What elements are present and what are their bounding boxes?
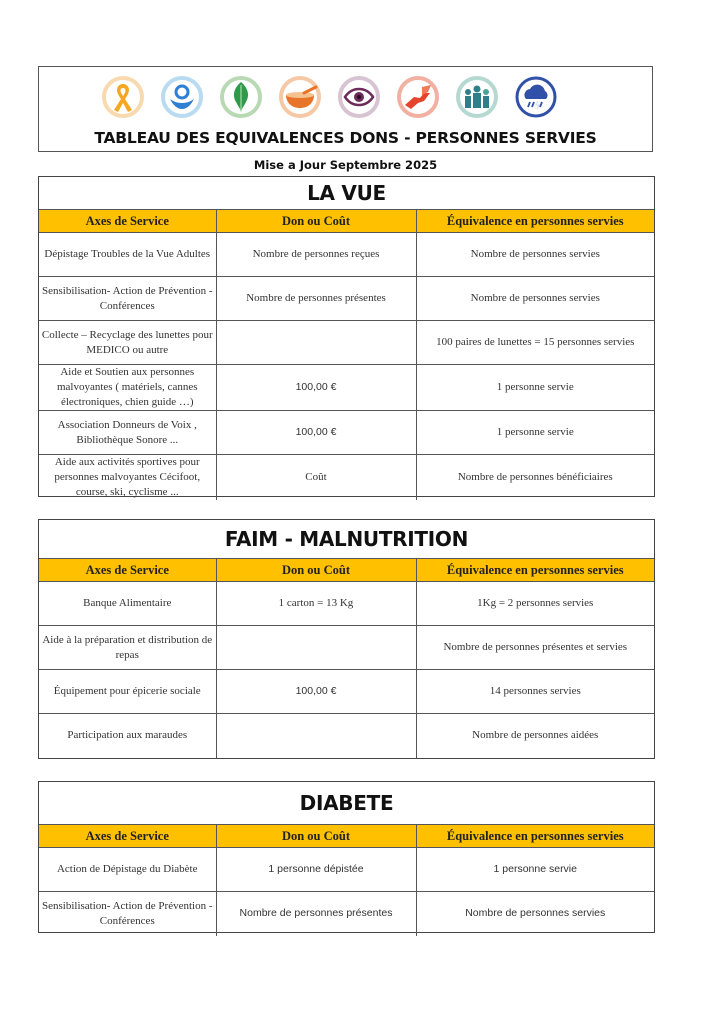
page-title: TABLEAU DES EQUIVALENCES DONS - PERSONNES SERVIES [94,129,597,147]
cell-don [216,714,416,758]
section-title: DIABETE [39,782,654,825]
cell-equiv: Nombre de personnes aidées [472,729,599,742]
cell-axes: Dépistage Troubles de la Vue Adultes [39,233,216,277]
cell-axes: Sensibilisation- Action de Prévention - Conférences [39,892,216,936]
cell-don: 100,00 € [216,411,416,455]
section-diabete [38,781,655,933]
cell-equiv: Nombre de personnes servies [465,907,606,920]
cell-equiv: Nombre de personnes servies [416,277,654,321]
cell-equiv: 1 personne servie [416,848,654,892]
cell-axes: Collecte – Recyclage des lunettes pour MEDICO ou autre [39,321,216,365]
cell-axes: Aide et Soutien aux personnes malvoyantes ( matériels, cannes électroniques, chien guide …) [39,365,216,411]
table-row [39,892,654,936]
cell-axes: Association Donneurs de Voix , Bibliothèque Sonore ... [39,411,216,455]
equivalence-table [39,210,654,500]
cell-equiv: 1 personne servie [416,411,654,455]
table-header-row [39,825,654,848]
col-header-axes: Axes de Service [39,210,216,233]
col-header-equiv: Équivalence en personnes servies [416,210,654,233]
col-header-don: Don ou Coût [216,825,416,848]
section-title: LA VUE [39,177,654,210]
cell-don: Nombre de personnes présentes [216,277,416,321]
eye-icon [337,75,381,119]
cell-don: 100,00 € [216,365,416,411]
section-faim-malnutrition [38,519,655,759]
table-row [39,411,654,455]
update-date: Mise a Jour Septembre 2025 [253,158,438,172]
cell-equiv: 100 paires de lunettes = 15 personnes servies [416,321,654,365]
cell-don: Nombre de personnes reçues [216,233,416,277]
document-header [38,66,653,152]
cell-don: Coût [216,455,416,501]
equivalence-table [39,559,654,758]
table-row [39,714,654,758]
col-header-axes: Axes de Service [39,825,216,848]
table-row [39,277,654,321]
col-header-equiv: Équivalence en personnes servies [416,559,654,582]
cell-don [216,321,416,365]
cell-axes: Participation aux maraudes [39,714,216,758]
col-header-equiv: Équivalence en personnes servies [416,825,654,848]
leaf-icon [219,75,263,119]
cell-equiv: Nombre de personnes bénéficiaires [457,471,613,483]
col-header-axes: Axes de Service [39,559,216,582]
cell-equiv: 1 personne servie [416,365,654,411]
table-row [39,321,654,365]
cell-equiv: 1Kg = 2 personnes servies [416,582,654,626]
cause-icons-row [101,75,558,119]
cell-axes: Aide à la préparation et distribution de repas [39,626,216,670]
table-row [39,233,654,277]
cell-equiv: 14 personnes servies [416,670,654,714]
col-header-don: Don ou Coût [216,559,416,582]
cell-equiv: Nombre de personnes présentes et servies [416,626,654,670]
table-row [39,670,654,714]
hands-person-icon [160,75,204,119]
cell-axes: Banque Alimentaire [39,582,216,626]
helping-hand-icon [396,75,440,119]
cell-axes: Aide aux activités sportives pour personnes malvoyantes Cécifoot, course, ski, cyclisme ... [39,455,216,501]
storm-cloud-icon [514,75,558,119]
cell-don [216,626,416,670]
cell-equiv: Nombre de personnes servies [416,233,654,277]
section-title: FAIM - MALNUTRITION [39,520,654,559]
cell-axes: Sensibilisation- Action de Prévention - Conférences [39,277,216,321]
cell-don: 100,00 € [216,670,416,714]
table-row [39,848,654,892]
cell-don: Nombre de personnes présentes [216,892,416,936]
bowl-icon [278,75,322,119]
ribbon-icon [101,75,145,119]
cell-axes: Équipement pour épicerie sociale [39,670,216,714]
table-header-row [39,210,654,233]
table-row [39,455,654,501]
cell-don: 1 carton = 13 Kg [216,582,416,626]
table-row [39,582,654,626]
cell-axes: Action de Dépistage du Diabète [39,848,216,892]
section-la-vue [38,176,655,497]
table-row [39,365,654,411]
children-icon [455,75,499,119]
cell-don: 1 personne dépistée [216,848,416,892]
table-row [39,626,654,670]
equivalence-table [39,825,654,936]
col-header-don: Don ou Coût [216,210,416,233]
table-header-row [39,559,654,582]
